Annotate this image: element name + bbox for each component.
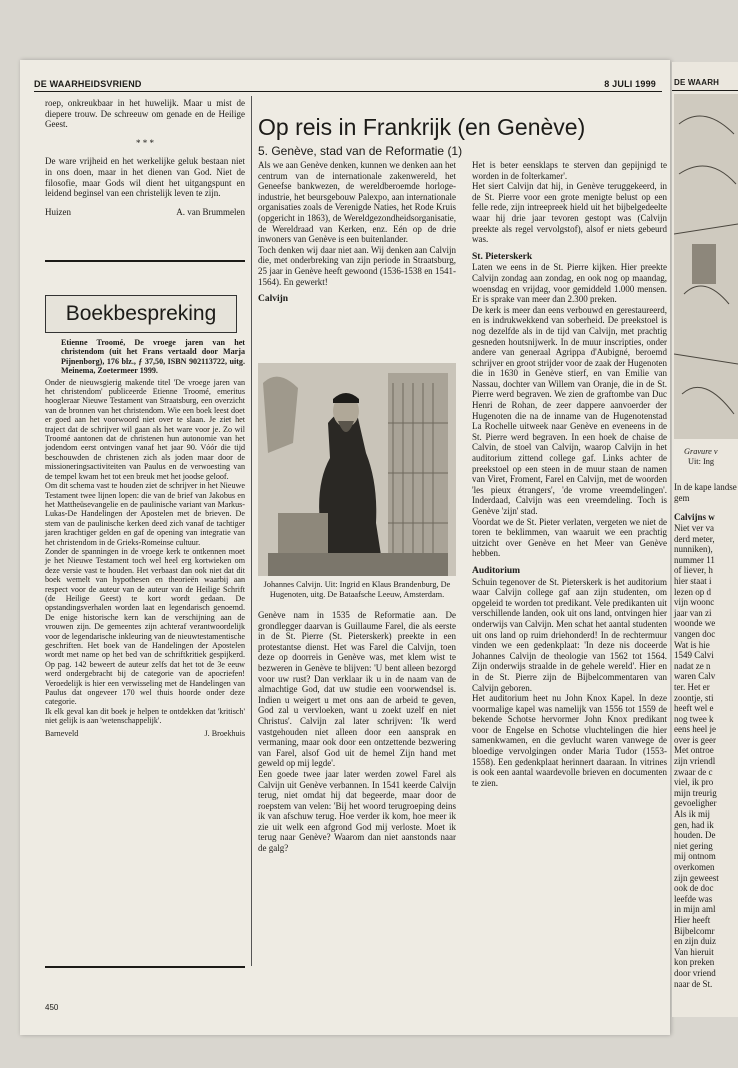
issue-date: 8 JULI 1999 bbox=[604, 79, 656, 89]
next-page-masthead: DE WAARH bbox=[674, 78, 720, 87]
next-page-engraving bbox=[674, 94, 738, 439]
next-page-line: Met ontroe bbox=[674, 745, 714, 756]
next-page-line: leefde was bbox=[674, 893, 713, 904]
next-page-line: overkomen bbox=[674, 862, 715, 872]
next-page-line: naar de St. bbox=[674, 978, 713, 989]
next-page-line: niet gering bbox=[674, 840, 713, 851]
intro-paragraph: roep, onkreukbaar in het huwelijk. Maar u mist de diepere trouw. De schreeuw om genade en de Heilige Geest. bbox=[45, 98, 245, 130]
next-page-line: zwaar de c bbox=[674, 766, 713, 777]
next-page-line: hier staat i bbox=[674, 575, 712, 586]
next-page-line: Wat is hie bbox=[674, 639, 710, 650]
next-page-text bbox=[674, 523, 738, 989]
review-column bbox=[45, 338, 245, 738]
next-page-line: en zijn duiz bbox=[674, 936, 716, 947]
next-page-line: door vriend bbox=[674, 967, 716, 978]
next-page-line: mij ontnom bbox=[674, 851, 716, 862]
next-page-line: zoontje, sti bbox=[674, 692, 714, 703]
next-page-line: derd meter, bbox=[674, 533, 715, 544]
next-page-line: in mijn aml bbox=[674, 904, 716, 915]
next-page-heading: Calvijns w bbox=[674, 512, 715, 522]
masthead-left: DE WAARHEIDSVRIEND bbox=[34, 79, 142, 89]
signature bbox=[45, 207, 245, 218]
next-page-edge bbox=[672, 62, 738, 1017]
left-separator bbox=[45, 260, 245, 262]
review-paragraph-1: Onder de nieuwsgierig makende titel 'De vroege jaren van het christendom' publiceerde Etienne Troomé, emeritus hoogleraar Nieuwe Testament van Straatsburg, een overzicht van de bronnen van het christendom. Wie een boek leest doet er goed aan het voorwoord niet over te slaan. Je ziet het traject dat de schrijver wil gaan als het ware voor je. Zo wil Troomé aantonen dat de christenen hun autonomie van het jodendom eerst ontvingen vanaf het jaar 90. Vóór die tijd beschouwden de christenen zich als joden maar door de missioneringsactiviteiten van Paulus en de verwoesting van de tempel kwam het tot een breuk met het joodse geloof. bbox=[45, 377, 245, 481]
review-bottom-rule bbox=[45, 966, 245, 968]
next-page-line: nadat ze n bbox=[674, 660, 711, 671]
review-sign-author: J. Broekhuis bbox=[204, 728, 245, 738]
next-page-line: eens heel je bbox=[674, 724, 716, 735]
article-paragraph-9: Voordat we de St. Pieter verlaten, vergeten we niet de toren te beklimmen, van waaruit we een prachtig uitzicht over Genève en het Meer van Genève hebben. bbox=[472, 516, 667, 559]
next-page-line: Bijbelcomr bbox=[674, 925, 715, 936]
article-column-1-bottom bbox=[258, 610, 456, 854]
left-column-intro bbox=[45, 98, 245, 217]
next-page-line: mijn treurig bbox=[674, 787, 717, 798]
article-paragraph-3: Genève nam in 1535 de Reformatie aan. De grondlegger daarvan is Guillaume Farel, die als eerste in de St. Pierre (St. Pieterskerk) preekte in een protestantse dienst. Het was Farel die Calvijn, toen deze op doorreis in Genève was, met klem wist te bezweren in Genève te blijven: 'U bent alleen bezorgd voor uw rust? Dan verklaar ik u in de naam van de almachtige God, dat uw studie een voorwendsel is. Indien u weigert u met ons aan de arbeid te geven, God zal u vervloeken, want u zoekt uzelf en niet Christus'. Calvijn zal later schrijven: 'Ik werd vastgehouden niet alleen door een aansprak en vermaning, maar ook door een ontzettende bezwering van Farel, alsof God uit de hemel Zijn hand met geweld op mij legde'. bbox=[258, 610, 456, 769]
portrait-caption: Johannes Calvijn. Uit: Ingrid en Klaus Brandenburg, De Hugenoten, uitg. De Bataafsche Leeuw, Amsterdam. bbox=[263, 580, 451, 599]
next-page-line: Van hieruit bbox=[674, 946, 714, 957]
next-page-line: waren Calv bbox=[674, 671, 716, 682]
article-subtitle: 5. Genève, stad van de Reformatie (1) bbox=[258, 144, 463, 158]
next-page-line: ter. Het er bbox=[674, 681, 710, 692]
next-page-line: lezen op d bbox=[674, 586, 711, 597]
next-page-line: zijn vriendl bbox=[674, 756, 716, 767]
heading-auditorium: Auditorium bbox=[472, 565, 521, 576]
heading-calvijn: Calvijn bbox=[258, 294, 289, 305]
section-stars: * * * bbox=[136, 137, 154, 148]
next-page-line: gen, had ik bbox=[674, 819, 714, 830]
next-page-line: 1549 Calvi bbox=[674, 650, 714, 661]
next-page-line: nog twee k bbox=[674, 713, 714, 724]
next-page-line: woonde we bbox=[674, 618, 716, 629]
review-paragraph-2: Om dit schema vast te houden ziet de schrijver in het Nieuwe Testament twee lijnen lopen: die van de brief van Jakobus en het Mattheüsevangelie en de paulinische variant van Markus-Lukas-De Handelingen der Apostelen met de brieven. De stem van de paulinische kerken deed zich vanaf de tachtiger jaren krachtiger gelden en gaf de opening van integratie van het christendom in de Grieks-Romeinse cultuur. bbox=[45, 481, 245, 547]
next-page-line: nummer 11 bbox=[674, 554, 715, 565]
review-paragraph-4: Ik elk geval kan dit boek je helpen te ontdekken dat 'kritisch' niet gelijk is aan 'wetenschappelijk'. bbox=[45, 706, 245, 726]
article-paragraph-4: Een goede twee jaar later werden zowel Farel als Calvijn uit Genève verbannen. In 1541 keerde Calvijn terug, niet omdat hij dat begeerde, maar door de roepstem van velen: 'Bij het woord terugroeping deins ik van afschuw terug. Hoe verder ik kom, hoe meer ik zie uit welk een afgrond God mij verloste. Moet ik terug naar Genève? Waarom dan niet aanstonds naar de galg? bbox=[258, 768, 456, 854]
next-page-line: over is geer bbox=[674, 734, 716, 745]
next-page-line: gevoeligher bbox=[674, 798, 717, 809]
next-page-line: jaar van zi bbox=[674, 607, 712, 618]
next-page-intro: In de kape landse gem bbox=[674, 482, 737, 503]
magazine-page bbox=[20, 60, 670, 1035]
next-page-line: Hier heeft bbox=[674, 914, 711, 925]
article-paragraph-10: Schuin tegenover de St. Pieterskerk is het auditorium waar Calvijn college gaf aan zijn studenten, om opgeleid te worden tot predikant. Vele predikanten uit verschillende landen, ook uit ons land, ontvingen hier onderwijs van Calvijn. Men schat het aantal studenten uit ons land op ruim driehonderd! In de rechtermuur vinden we een gedenkplaat: 'In deze nis doceerde Johannes Calvijn de theologie van 1562 tot 1564. Zijn onderwijs straalde in de gehele wereld'. Hier en in de St. Pierre zijn de Bijbelcommentaren van Calvijn geboren. bbox=[472, 576, 667, 693]
article-paragraph-5: Het is beter eensklaps te sterven dan gepijnigd te worden in de folterkamer'. bbox=[472, 160, 667, 181]
article-paragraph-7: Laten we eens in de St. Pierre kijken. Hier preekte Calvijn zondag aan zondag, en ook nog op maandag, woensdag en vrijdag, voor gemiddeld 1.000 mensen. Er is sprake van meer dan 2.300 preken. bbox=[472, 262, 667, 305]
next-page-line: vijn woonc bbox=[674, 597, 715, 608]
article-paragraph-1: Als we aan Genève denken, kunnen we denken aan het centrum van de internationale zakenwereld, het Geneefse bankwezen, de wereldberoemde horloge-industrie, het beursgebouw Palexpo, aan internationale organisaties zoals de Verenigde Naties, het Rode Kruis (opgericht in 1863), de Wereldgezondheidsorganisatie, de Wereldraad van Kerken, enz. Eén op de drie inwoners van Genève is een buitenlander. bbox=[258, 160, 456, 245]
heading-st-pieterskerk: St. Pieterskerk bbox=[472, 251, 533, 262]
next-caption-1: Gravure v bbox=[684, 447, 718, 456]
article-title: Op reis in Frankrijk (en Genève) bbox=[258, 114, 586, 140]
next-page-rule bbox=[672, 90, 738, 91]
review-box-title: Boekbespreking bbox=[45, 295, 237, 333]
next-page-line: Als ik mij bbox=[674, 809, 711, 820]
header-rule bbox=[34, 91, 662, 92]
next-page-line: nunniken), bbox=[674, 544, 713, 555]
review-paragraph-3: Zonder de spanningen in de vroege kerk te ontkennen moet je het Nieuwe Testament toch wel heel erg kortwieken om deze versie vast te houden. Het verbaast dan ook niet dat dit boek wemelt van hypothesen en theorieën waarbij aan respect voor de auteur van de auteur van de Heilige Schrift (de Heilige Geest) te kort wordt gedaan. De opstandingsverhalen worden laat en legendarisch genoemd. De enige historische kern kan de verschijning aan de vrouwen zijn. De gemeentes zijn achteraf verantwoordelijk voor de legendarische inkleuring van de nieuwtestamentische geschriften. Het boek van de Handelingen der Apostelen wordt met name op het bed van de schriftkritiek gespijkerd. Op pag. 142 beweert de auteur zelfs dat het tot de 3e eeuw werd ondergebracht bij de categorie van de apocriefen! Veroedelijk is hier een verwisseling met de Handelingen van Paulus dat ongeveer 170 wel thuis hoorde onder deze categorie. bbox=[45, 546, 245, 707]
review-sign-place: Barneveld bbox=[45, 728, 79, 738]
page-number: 450 bbox=[45, 1003, 59, 1012]
article-column-1-top bbox=[258, 160, 456, 305]
next-caption-2: Uit: Ing bbox=[688, 457, 715, 466]
engraving-illustration bbox=[258, 363, 456, 576]
book-info: Etienne Troomé, De vroege jaren van het christendom (uit het Frans vertaald door Marja Pijnenborg), 176 blz., ƒ 37,50, ISBN 902113722, uitg. Meinema, Zoetermeer 1999. bbox=[61, 338, 245, 376]
next-page-line: ook de doc bbox=[674, 883, 714, 894]
next-page-line: heeft wel e bbox=[674, 703, 714, 714]
calvin-portrait bbox=[258, 363, 456, 576]
next-page-line: houden. De bbox=[674, 830, 716, 841]
article-paragraph-8: De kerk is meer dan eens verbouwd en gerestaureerd, en is indrukwekkend van soberheid. De preekstoel is nog dezelfde als in de tijd van Calvijn, met prachtig gesneden houtsnijwerk. In de muur inscripties, onder andere van generaal Agrippa d'Aubigné, beroemd schrijver en groot strijder voor de zaak der Hugenoten die in 1630 in Genève stierf, en van Emilie van Nassau, dochter van Willem van Oranje, die in de St. Pierre werd begraven. We zien de graftombe van Duc Henri de Rohan, de zeer dappere aanvoerder der Hugenoten die na de inname van de Hugenotenstad La Rochelle uitweek naar Genève en eveneens in de St. Pierre werd begraven. In een hoek de chaise de Calvin, de stoel van Calvijn, waarop Calvijn in het auditorium zittend college gaf. Links achter de preekstoel op een steen in de muur staan de namen van Viret, Froment, Farel en Calvijn, met de woorden 'les pieux étrangers', 'de vrome vreemdelingen'. Inderdaad, Calvijn was een vreemdeling. Toch is Genève 'zijn' stad. bbox=[472, 304, 667, 516]
next-page-line: zijn geweest bbox=[674, 872, 719, 883]
next-page-line: Niet ver va bbox=[674, 523, 714, 533]
column-divider bbox=[251, 96, 252, 966]
next-page-line: of liever, h bbox=[674, 565, 713, 576]
article-paragraph-6: Het siert Calvijn dat hij, in Genève teruggekeerd, in de St. Pierre voor een grote menigte belust op een felle rede, zijn intreepreek hield uit het bijbelgedeelte waar hij drie jaar tevoren gestopt was (Calvijn preekte als regel vervolgstof), alsof er niets gebeurd was. bbox=[472, 181, 667, 245]
next-page-line: kon preken bbox=[674, 957, 715, 968]
sign-place: Huizen bbox=[45, 206, 71, 217]
intro-paragraph-2: De ware vrijheid en het werkelijke geluk bestaan niet in ons doen, maar in het dienen van God. Niet de filosofie, maar Gods wil dient het uitgangspunt en leidend beginsel van een christelijk leven te zijn. bbox=[45, 156, 245, 199]
sign-author: A. van Brummelen bbox=[176, 206, 245, 217]
article-paragraph-2: Toch denken wij daar niet aan. Wij denken aan Calvijn die, met onderbreking van zijn periode in Straatsburg, 25 jaar in Genève heeft gewoond (1536-1538 en 1541-1564). En gewerkt! bbox=[258, 244, 456, 287]
article-column-2 bbox=[472, 160, 667, 788]
review-signature bbox=[45, 729, 245, 738]
article-paragraph-11: Het auditorium heet nu John Knox Kapel. In deze voormalige kapel was namelijk van 1556 tot 1559 de bekende Schotse hervormer John Knox predikant voor de Engelse en Schotse vluchtelingen die hier samenkwamen, en die gevlucht waren vanwege de bloedige vervolgingen onder Maria Tudor (1553-1558). Een gedenkplaat herinnert daaraan. In vitrines is ook een aantal waardevolle brieven en documenten te zien. bbox=[472, 693, 667, 788]
next-page-line: vangen doc bbox=[674, 628, 716, 639]
next-page-line: viel, ik pro bbox=[674, 777, 714, 788]
